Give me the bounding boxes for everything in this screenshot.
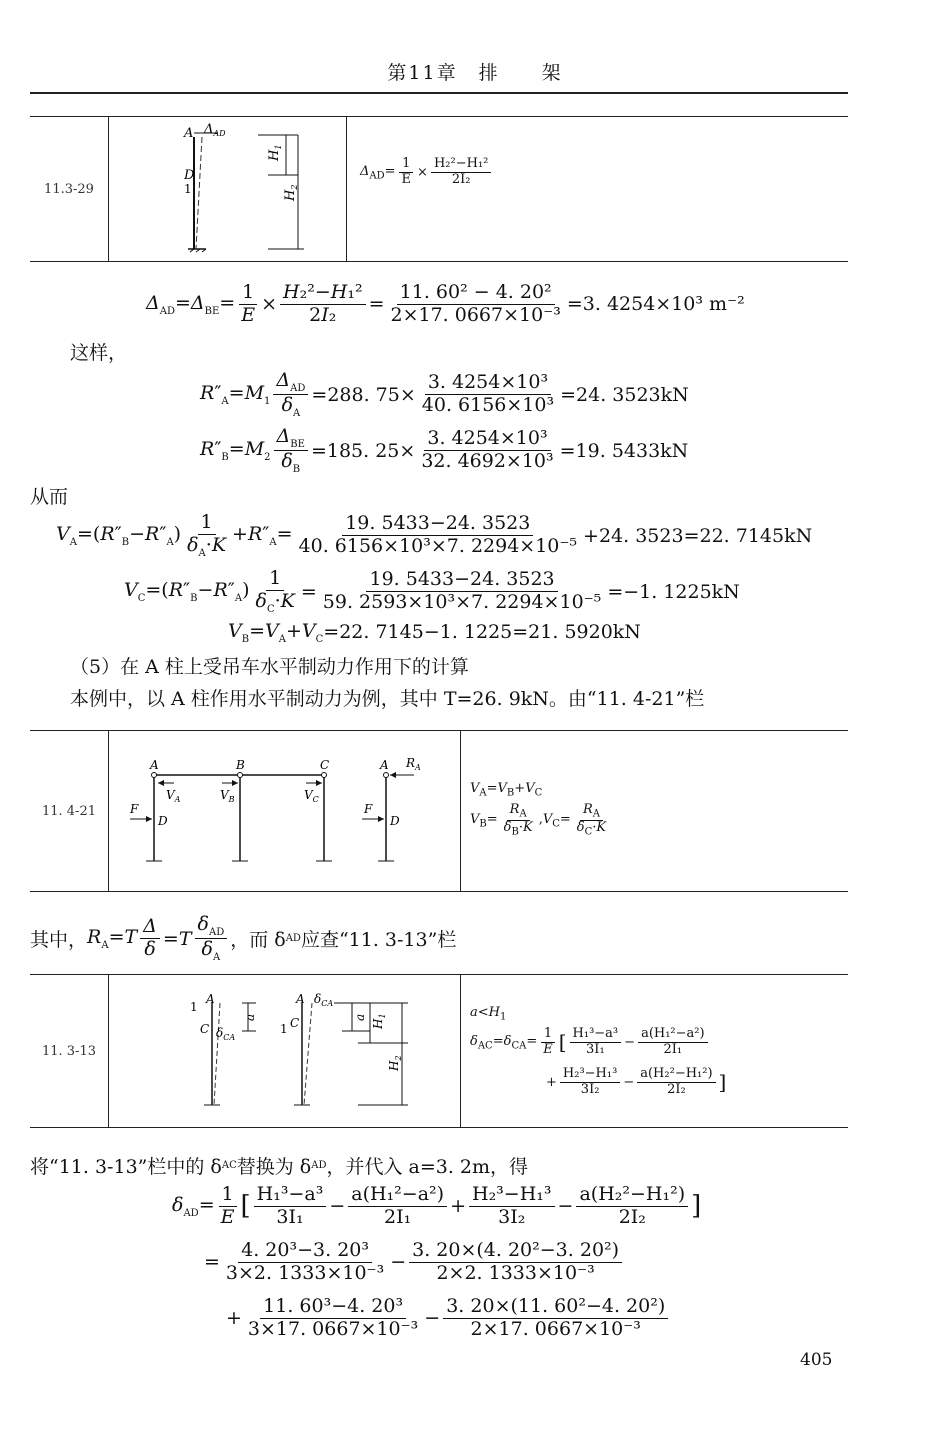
t3-t4d: 2I₂ [667, 1081, 686, 1097]
eq4-num: 19. 5433−24. 3523 [342, 513, 533, 536]
label-D: D [158, 814, 168, 828]
eq2-den: 40. 6156×10³ [421, 394, 555, 417]
eq5-result: =−1. 1225kN [607, 580, 740, 603]
label-deltaCA-left: $\delta_{CA}$ [216, 1026, 236, 1042]
label-A: A [150, 758, 159, 772]
label-1: 1 [184, 182, 192, 196]
table-id: 11. 3-13 [30, 975, 109, 1127]
t3-t4n: a(H₂²−H₁²) [637, 1067, 715, 1083]
table-figure [108, 975, 461, 1127]
text-qizhong: 其中， [30, 929, 88, 952]
eq2-mid: =288. 75× [311, 383, 416, 406]
equation-vc: $V_C=(R''_B-R''_A)$ $\frac{1}{\delta_C\cdot K}$ = $\frac{19. 5433-24. 3523}{\text{59. 2593×10³×7. 2294×10⁻⁵}}$ =−1. 1225kN [124, 567, 740, 615]
label-F: F [130, 802, 139, 816]
label-1b: 1 [280, 1022, 288, 1036]
text-qizhong-tail2: 应查“11. 3-13”栏 [300, 929, 457, 952]
text-step5: （5）在 A 柱上受吊车水平制动力作用下的计算 [70, 656, 469, 678]
equation-rb: $R''_B=M_2$ $\frac{\Delta_{BE}}{\delta_B}$ =185. 25× $\frac{\text{3. 4254×10³}}{\text{32. 4692×10³}}$ =19. 5433kN [200, 425, 689, 476]
label-F2: F [364, 802, 373, 816]
text-congre: 从而 [30, 486, 69, 508]
formula-num: H₂²−H₁² [431, 157, 491, 173]
eq3-result: =19. 5433kN [559, 439, 689, 462]
label-A: A [184, 126, 194, 141]
eq1-result: =3. 4254×10³ m⁻² [566, 293, 745, 316]
eq4-result: +24. 3523=22. 7145kN [583, 524, 813, 547]
eq7-t4d: 2I₂ [618, 1205, 646, 1228]
chapter-header: 第11章 排 架 [387, 62, 563, 84]
label-H2: $H_2$ [387, 1055, 403, 1071]
text-jiang2: 替换为 δ [236, 1156, 312, 1178]
label-A-left: A [206, 992, 215, 1006]
label-H2: $H_2$ [283, 184, 299, 201]
table-11-4-21 [30, 730, 848, 892]
text-jiang: 将“11. 3-13”栏中的 δ [30, 1156, 222, 1178]
equation-va: $V_A=(R''_B-R''_A)$ $\frac{1}{\delta_A\cdot K}$ $+R''_A=$ $\frac{19. 5433-24. 3523}{\text{40. 6156×10³×7. 2294×10⁻⁵}}$ +24. 3523=22. 7145kN [56, 511, 813, 559]
eq8-n2: 3. 20×(4. 20²−3. 20²) [409, 1240, 622, 1263]
eq3-den: 32. 4692×10³ [421, 450, 554, 473]
t3-t3d: 3I₂ [580, 1081, 600, 1097]
label-VA: $V_A$ [166, 788, 181, 804]
equation-ra: $R''_A=M_1$ $\frac{\Delta_{AD}}{\delta_A}$ =288. 75× $\frac{\text{3. 4254×10³}}{\text{40. 6156×10³}}$ =24. 3523kN [200, 369, 689, 420]
label-C: C [320, 758, 330, 772]
eq2-result: =24. 3523kN [560, 383, 689, 406]
table-figure [108, 117, 347, 261]
label-a-left: a [243, 1013, 257, 1021]
eq9-d2: 2×17. 0667×10⁻³ [470, 1317, 641, 1340]
eq9-n2: 3. 20×(11. 60²−4. 20²) [443, 1296, 668, 1319]
table-11-3-13 [30, 974, 848, 1128]
eq7-t3d: 3I₂ [498, 1205, 526, 1228]
equation-step2: = $\frac{\text{4. 20³−3. 20³}}{\text{3×2. 1333×10⁻³}}$ − $\frac{\text{3. 20×(4. 20²−3. 20²)}}{\text{2×2. 1333×10⁻³}}$ [204, 1240, 625, 1285]
t3-t2d: 2I₁ [663, 1041, 683, 1057]
eq9-d1: 3×17. 0667×10⁻³ [247, 1317, 419, 1340]
t3-t3n: H₂³−H₁³ [560, 1067, 620, 1083]
label-D2: D [390, 814, 400, 828]
formula-den: 2I₂ [451, 171, 471, 187]
eq3-num: 3. 4254×10³ [424, 428, 550, 451]
eq9-n1: 11. 60³−4. 20³ [260, 1296, 406, 1319]
eq5-den: 59. 2593×10³×7. 2294×10⁻⁵ [322, 591, 602, 614]
table-formula: $V_A=V_B+V_C$ $V_B=$ $\frac{R_A}{\delta_B\cdot K}$ $,V_C=$ $\frac{R_A}{\delta_C\cdot K}$ [470, 781, 607, 838]
eq4-den: 40. 6156×10³×7. 2294×10⁻⁵ [298, 535, 578, 558]
table-id: 11.3-29 [30, 117, 109, 261]
t3-t1d: 3I₁ [586, 1041, 605, 1057]
label-H1: $H_1$ [371, 1013, 387, 1029]
text-jiang3: ，并代入 a=3. 2m，得 [326, 1156, 529, 1178]
column-deflection-figure [108, 117, 346, 261]
label-C-left: C [200, 1022, 210, 1036]
table-id: 11. 4-21 [30, 731, 109, 891]
eq2-num: 3. 4254×10³ [425, 372, 551, 395]
equation-delta-ad-expanded: $\delta_{AD}=$ $\frac{1}{E}$ [ $\frac{\text{H₁³−a³}}{\text{3I₁}}$ − $\frac{\text{a(H₁²−a²)}}{\text{2I₁}}$ + $\frac{\text{H₂³−H₁³}}{\text{3I₂}}$ − $\frac{\text{a(H₂²−H₁²)}}{\text{2I₂}}$ ] [172, 1183, 702, 1228]
eq1-num: 11. 60² − 4. 20² [397, 282, 555, 305]
eq7-t1n: H₁³−a³ [254, 1184, 327, 1207]
label-B: B [236, 758, 245, 772]
label-deltaCA-right: $\delta_{CA}$ [314, 992, 334, 1008]
equation-step3: + $\frac{\text{11. 60³−4. 20³}}{\text{3×17. 0667×10⁻³}}$ − $\frac{\text{3. 20×(11. 60²−4. 20²)}}{\text{2×17. 0667×10⁻³}}$ [226, 1296, 671, 1341]
eq5-num: 19. 5433−24. 3523 [366, 569, 557, 592]
text-benli: 本例中，以 A 柱作用水平制动力为例，其中 T=26. 9kN。由“11. 4-21”栏 [70, 688, 705, 710]
label-delta-AD: $\Delta_{AD}$ [204, 122, 226, 138]
eq7-t4n: a(H₂²−H₁²) [576, 1184, 688, 1207]
label-D: D [184, 168, 195, 183]
label-RA: $R_A$ [406, 756, 421, 772]
eq8-d1: 3×2. 1333×10⁻³ [225, 1261, 385, 1284]
coef-num: 1 [399, 157, 413, 173]
table-formula: $a<H_1$ $\delta_{AC}=\delta_{CA}=$ $\frac{1}{E}$ [ $\frac{\text{H₁³−a³}}{\text{3I₁}}$ − $\frac{\text{a(H₁²−a²)}}{\text{2I₁}}$ + $\frac{\text{H₂³−H₁³}}{\text{3I₂}}$ − $\frac{\text{a(H₂²−H₁²)}}{\text{2I₂}}$ ] [470, 1005, 727, 1097]
eq6-text: =22. 7145−1. 1225=21. 5920kN [323, 621, 641, 644]
equation-vb: $V_B=V_A+V_C$ =22. 7145−1. 1225=21. 5920kN [228, 620, 641, 645]
label-C-right: C [290, 1016, 300, 1030]
column-unit-load-figure [108, 975, 460, 1127]
table-formula: $\Delta_{AD}=$ $\frac{1}{E}$ × $\frac{\text{H₂²−H₁²}}{\text{2I₂}}$ [360, 117, 840, 261]
label-1a: 1 [190, 1000, 198, 1014]
text-zheyang: 这样， [70, 342, 128, 364]
label-H1: $H_1$ [267, 144, 283, 161]
label-A2: A [380, 758, 389, 772]
t3-t1n: H₁³−a³ [570, 1027, 622, 1043]
text-jiang-line: 将“11. 3-13”栏中的 δ AC 替换为 δ AD ，并代入 a=3. 2m，得 [30, 1152, 528, 1179]
eq7-t2d: 2I₁ [384, 1205, 412, 1228]
header-rule [30, 92, 848, 94]
eq8-n1: 4. 20³−3. 20³ [238, 1240, 372, 1263]
page-number: 405 [800, 1350, 833, 1370]
label-A-right: A [296, 992, 305, 1006]
text-qizhong-line: 其中， $R_A=T$ $\frac{\Delta}{\delta}$ =T $\frac{\delta_{AD}}{\delta_A}$ ，而 δ AD 应查“11. 3-13”栏 [30, 913, 457, 964]
eq3-mid: =185. 25× [310, 439, 416, 462]
label-VC: $V_C$ [304, 788, 319, 804]
eq7-t1d: 3I₁ [276, 1205, 304, 1228]
eq8-d2: 2×2. 1333×10⁻³ [436, 1261, 595, 1284]
coef-den: E [401, 171, 412, 187]
text-qizhong-tail: ，而 δ [230, 929, 286, 952]
t3-t2n: a(H₁²−a²) [638, 1027, 708, 1043]
eq1-den: 2×17. 0667×10⁻³ [390, 303, 561, 326]
label-a-right: a [353, 1013, 367, 1021]
eq7-t2n: a(H₁²−a²) [348, 1184, 447, 1207]
equation-delta-ad: $\Delta_{AD}=\Delta_{BE}=$ $\frac{1}{E}$ × $\frac{\text{H₂²−H₁²}}{\text{2I₂}}$ = $\frac{\text{11. 60² − 4. 20²}}{\text{2×17. 0667×10⁻³}}$ =3. 4254×10³ m⁻² [146, 281, 745, 326]
table-figure [108, 731, 461, 891]
eq7-t3n: H₂³−H₁³ [469, 1184, 555, 1207]
table-11-3-29 [30, 116, 848, 262]
bent-frame-figure [108, 731, 460, 891]
label-VB: $V_B$ [220, 788, 235, 804]
